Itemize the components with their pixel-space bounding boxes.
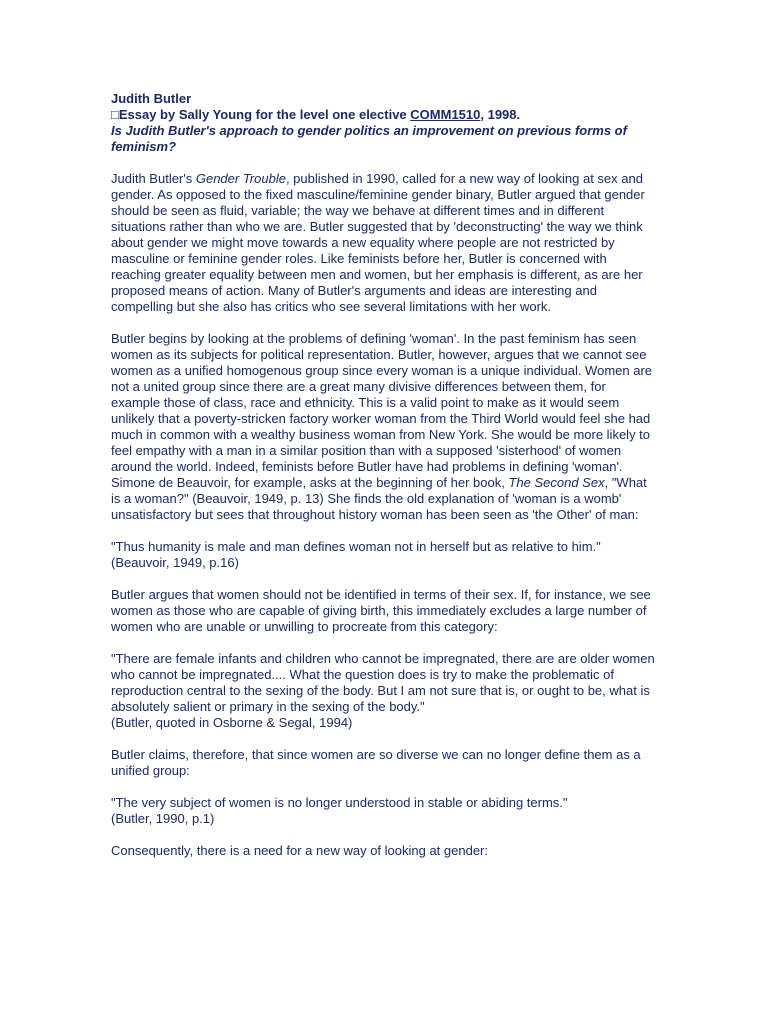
subtitle-prefix: Essay by Sally Young for the level one elective	[118, 107, 411, 122]
subtitle-suffix: , 1998.	[480, 107, 521, 122]
paragraph-sex-identification: Butler argues that women should not be identified in terms of their sex. If, for instance, we see women as those who are capable of giving birth, this immediately excludes a large number of women who are unable or unwilling to procreate from this category:	[111, 587, 651, 634]
paragraph-defining-woman-text-b: , "What is a woman?" (Beauvoir, 1949, p. 13) She finds the old explanation of 'woman is a womb' unsatisfactory but sees that throughout history woman has been seen as 'the Other' of man:	[111, 475, 647, 522]
paragraph-defining-woman	[111, 331, 657, 523]
quote-beauvoir-text: "Thus humanity is male and man defines woman not in herself but as relative to him."	[111, 539, 601, 554]
paragraph-defining-woman-text-a: Butler begins by looking at the problems of defining 'woman'. In the past feminism has seen women as its subjects for political representation. Butler, however, argues that we cannot see women as a unified homogenous group since every woman is a unique individual. Women are not a united group since there are a great many divisive differences between them, for example those of class, race and ethnicity. This is a valid point to make as it would seem unlikely that a poverty-stricken factory worker woman from the Third World would feel she had much in common with a wealthy business woman from New York. She would be more likely to feel empathy with a man in a similar position than with a supposed 'sisterhood' of women around the world. Indeed, feminists before Butler have had problems in defining 'woman'. Simone de Beauvoir, for example, asks at the beginning of her book,	[111, 331, 653, 490]
document-page	[111, 91, 657, 875]
essay-heading	[111, 91, 657, 155]
box-glyph-icon: □	[111, 107, 119, 122]
course-code-link[interactable]: COMM1510	[410, 107, 481, 122]
paragraph-consequently: Consequently, there is a need for a new way of looking at gender:	[111, 843, 488, 858]
quote-butler-osborne-citation: (Butler, quoted in Osborne & Segal, 1994)	[111, 715, 353, 730]
quote-butler-1990-citation: (Butler, 1990, p.1)	[111, 811, 215, 826]
quote-butler-1990	[111, 795, 657, 827]
paragraph-intro-text-b: , published in 1990, called for a new way of looking at sex and gender. As opposed to the fixed masculine/feminine gender binary, Butler argued that gender should be seen as fluid, variable; the way we behave at different times and in different situations rather than who we are. Butler suggested that by 'deconstructing' the way we think about gender we might move towards a new equality where people are not restricted by masculine or feminine gender roles. Like feminists before her, Butler is concerned with reaching greater equality between men and women, but her emphasis is different, as are her proposed means of action. Many of Butler's arguments and ideas are interesting and compelling but she also has critics who see several limitations with her work.	[111, 171, 645, 314]
paragraph-intro	[111, 171, 657, 315]
quote-butler-osborne-text: "There are female infants and children who cannot be impregnated, there are are older women who cannot be impregnated.... What the question does is try to make the problematic of reproduction central to the sexing of the body. But I am not sure that is, or ought to be, what is absolutely salient or primary in the sexing of the body."	[111, 651, 655, 714]
book-title-gender-trouble: Gender Trouble	[195, 171, 286, 186]
quote-beauvoir	[111, 539, 657, 571]
essay-question: Is Judith Butler's approach to gender politics an improvement on previous forms of feminism?	[111, 123, 627, 154]
quote-beauvoir-citation: (Beauvoir, 1949, p.16)	[111, 555, 239, 570]
quote-butler-osborne	[111, 651, 657, 731]
essay-subtitle	[111, 107, 657, 123]
paragraph-diversity: Butler claims, therefore, that since women are so diverse we can no longer define them as a unified group:	[111, 747, 641, 778]
quote-butler-1990-text: "The very subject of women is no longer understood in stable or abiding terms."	[111, 795, 568, 810]
paragraph-intro-text-a: Judith Butler's	[111, 171, 196, 186]
essay-author-title: Judith Butler	[111, 91, 192, 106]
book-title-second-sex: The Second Sex	[508, 475, 605, 490]
